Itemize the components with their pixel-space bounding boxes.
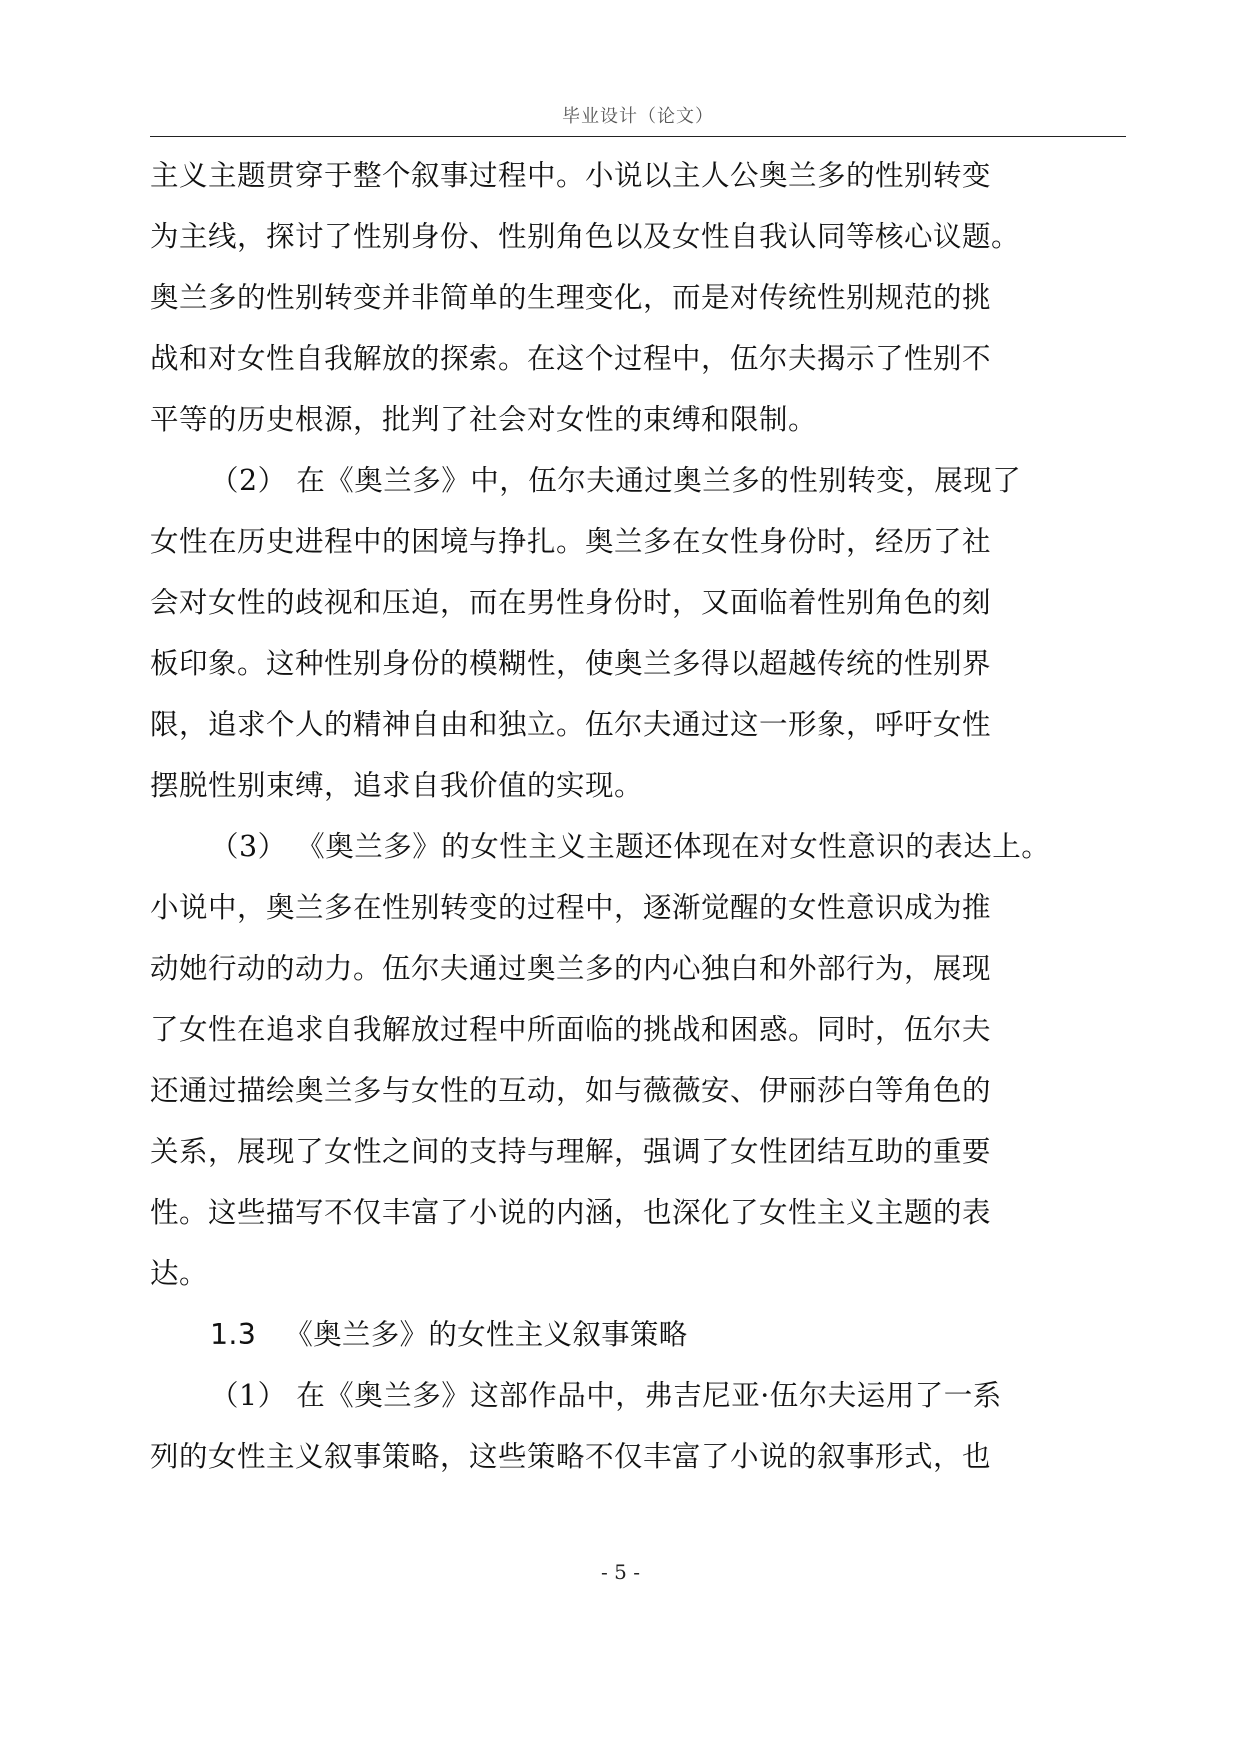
- body-line: 关系，展现了女性之间的支持与理解，强调了女性团结互助的重要: [150, 1135, 992, 1168]
- page-number: - 5 -: [601, 1560, 640, 1584]
- body-line: 主义主题贯穿于整个叙事过程中。小说以主人公奥兰多的性别转变: [150, 159, 992, 192]
- body-line: 了女性在追求自我解放过程中所面临的挑战和困惑。同时，伍尔夫: [150, 1013, 992, 1046]
- page-header: 毕业设计（论文）: [562, 106, 714, 127]
- body-line: 达。: [150, 1257, 209, 1290]
- body-line: 动她行动的动力。伍尔夫通过奥兰多的内心独白和外部行为，展现: [150, 952, 992, 985]
- section-title: 《奥兰多》的女性主义叙事策略: [284, 1318, 688, 1351]
- body-line: 战和对女性自我解放的探索。在这个过程中，伍尔夫揭示了性别不: [150, 342, 992, 375]
- body-line: （3） 《奥兰多》的女性主义主题还体现在对女性意识的表达上。: [210, 830, 1051, 863]
- body-line: 性。这些描写不仅丰富了小说的内涵，也深化了女性主义主题的表: [150, 1196, 992, 1229]
- body-line: 板印象。这种性别身份的模糊性，使奥兰多得以超越传统的性别界: [150, 647, 992, 680]
- section-number: 1.3: [210, 1318, 257, 1351]
- body-line: 摆脱性别束缚，追求自我价值的实现。: [150, 769, 644, 802]
- body-line: 女性在历史进程中的困境与挣扎。奥兰多在女性身份时，经历了社: [150, 525, 992, 558]
- body-line: 限，追求个人的精神自由和独立。伍尔夫通过这一形象，呼吁女性: [150, 708, 992, 741]
- body-line: 还通过描绘奥兰多与女性的互动，如与薇薇安、伊丽莎白等角色的: [150, 1074, 992, 1107]
- section-heading: [210, 1315, 688, 1355]
- header-rule: [150, 136, 1126, 137]
- body-line: 小说中，奥兰多在性别转变的过程中，逐渐觉醒的女性意识成为推: [150, 891, 992, 924]
- body-line: 会对女性的歧视和压迫，而在男性身份时，又面临着性别角色的刻: [150, 586, 992, 619]
- body-line: （2） 在《奥兰多》中，伍尔夫通过奥兰多的性别转变，展现了: [210, 464, 1022, 497]
- body-line: 平等的历史根源，批判了社会对女性的束缚和限制。: [150, 403, 818, 436]
- body-line: 列的女性主义叙事策略，这些策略不仅丰富了小说的叙事形式，也: [150, 1440, 992, 1473]
- body-line: 奥兰多的性别转变并非简单的生理变化，而是对传统性别规范的挑: [150, 281, 992, 314]
- body-line: 为主线，探讨了性别身份、性别角色以及女性自我认同等核心议题。: [150, 220, 1021, 253]
- body-line: （1） 在《奥兰多》这部作品中，弗吉尼亚·伍尔夫运用了一系: [210, 1379, 1002, 1412]
